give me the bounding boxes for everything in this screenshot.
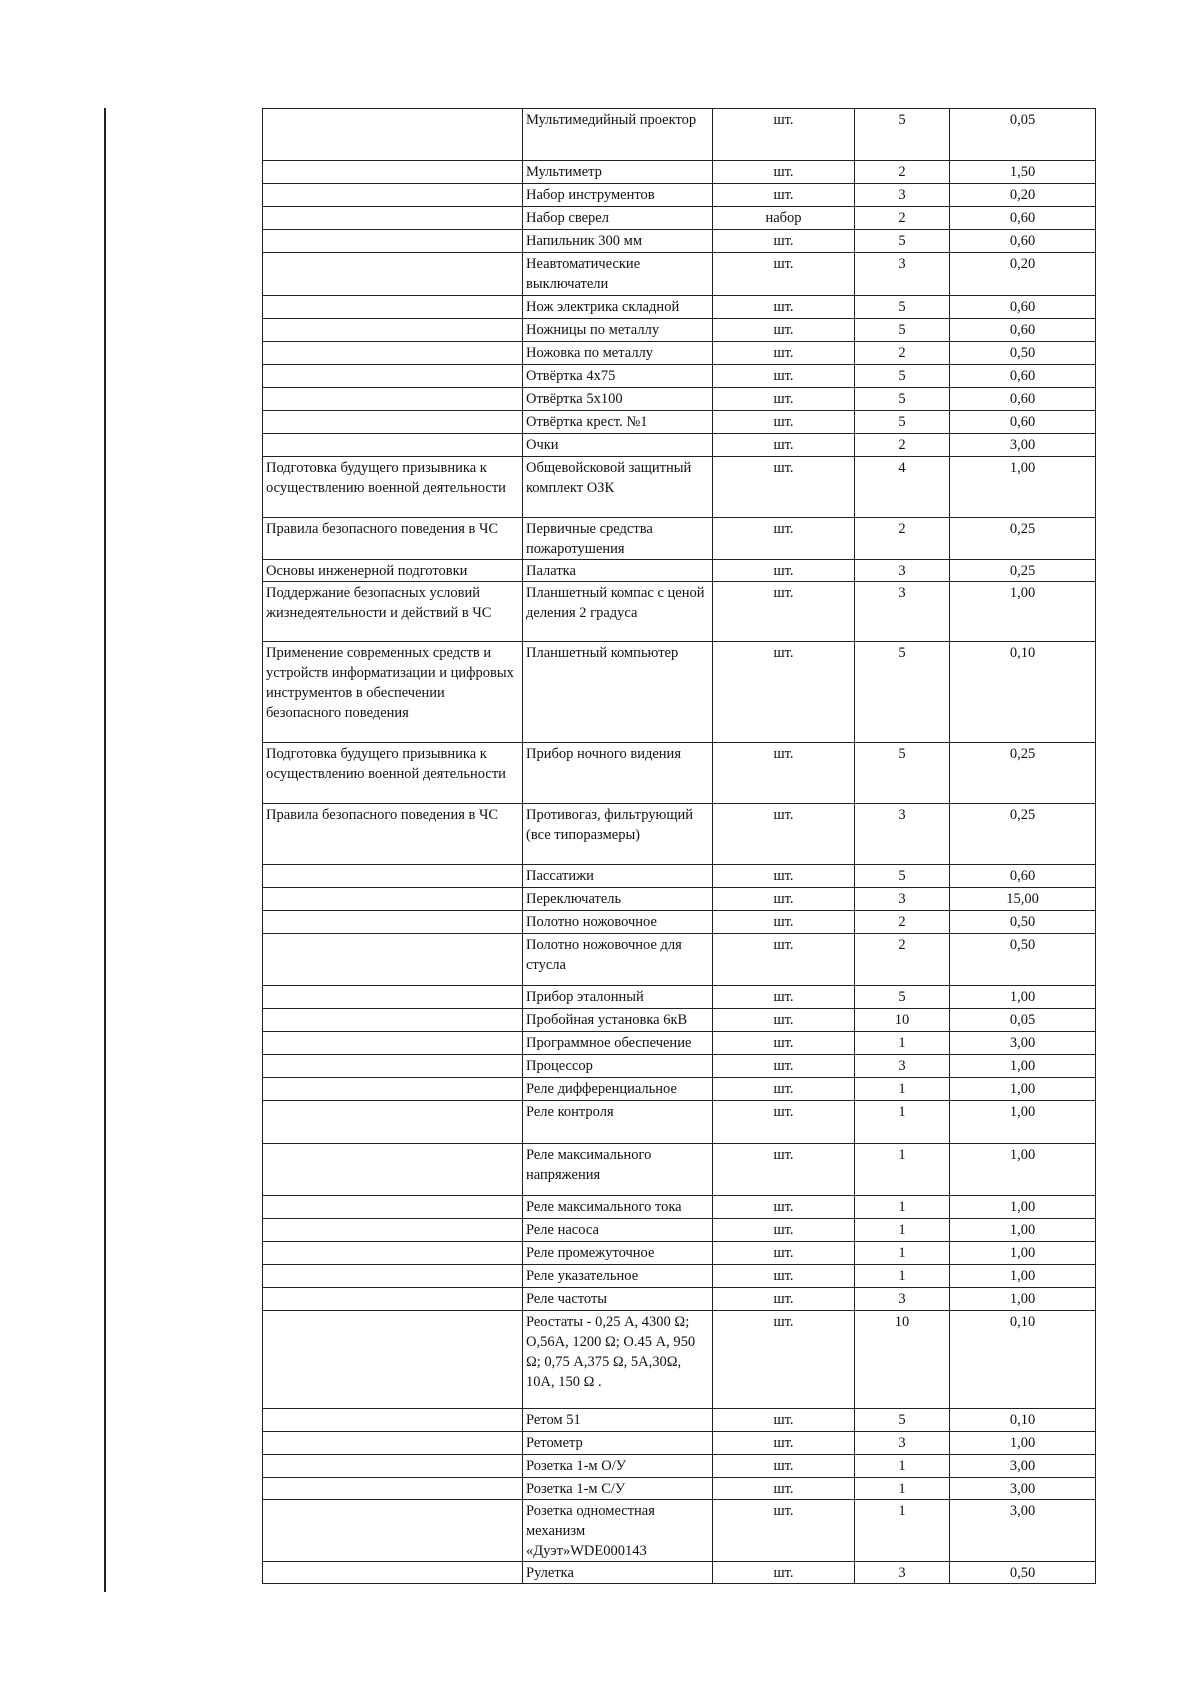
equipment-name-cell: Пассатижи <box>523 865 713 888</box>
quantity-cell: 5 <box>855 388 950 411</box>
quantity-cell: 1 <box>855 1242 950 1265</box>
norm-cell: 3,00 <box>950 1455 1096 1478</box>
unit-cell: шт. <box>713 865 855 888</box>
quantity-cell: 3 <box>855 582 950 642</box>
unit-cell: шт. <box>713 1009 855 1032</box>
quantity-cell: 2 <box>855 161 950 184</box>
section-cell: Основы инженерной подготовки <box>263 560 523 582</box>
section-cell <box>263 1311 523 1409</box>
quantity-cell: 1 <box>855 1196 950 1219</box>
equipment-name-cell: Реле указательное <box>523 1265 713 1288</box>
unit-cell: шт. <box>713 1144 855 1196</box>
equipment-name-cell: Планшетный компас с ценой деления 2 градуса <box>523 582 713 642</box>
quantity-cell: 10 <box>855 1009 950 1032</box>
table-row <box>263 1055 1096 1078</box>
equipment-name-cell: Реостаты - 0,25 А, 4300 Ω; О,56А, 1200 Ω; О.45 А, 950 Ω; 0,75 А,375 Ω, 5А,30Ω, 10А, 150 Ω . <box>523 1311 713 1409</box>
section-cell <box>263 1055 523 1078</box>
table-row <box>263 986 1096 1009</box>
equipment-name-cell: Ножовка по металлу <box>523 342 713 365</box>
norm-cell: 0,05 <box>950 109 1096 161</box>
section-cell <box>263 934 523 986</box>
unit-cell: шт. <box>713 253 855 296</box>
section-cell <box>263 184 523 207</box>
quantity-cell: 3 <box>855 1432 950 1455</box>
equipment-name-cell: Очки <box>523 434 713 457</box>
unit-cell: шт. <box>713 743 855 804</box>
section-cell <box>263 1500 523 1562</box>
unit-cell: шт. <box>713 1500 855 1562</box>
section-cell <box>263 207 523 230</box>
equipment-name-cell: Реле контроля <box>523 1101 713 1144</box>
section-cell <box>263 911 523 934</box>
equipment-name-cell: Переключатель <box>523 888 713 911</box>
unit-cell: шт. <box>713 1219 855 1242</box>
section-cell <box>263 1288 523 1311</box>
section-cell: Подготовка будущего призывника к осуществлению военной деятельности <box>263 457 523 518</box>
section-cell <box>263 1078 523 1101</box>
quantity-cell: 1 <box>855 1032 950 1055</box>
table-row <box>263 934 1096 986</box>
table-row <box>263 1455 1096 1478</box>
unit-cell: шт. <box>713 109 855 161</box>
section-cell: Правила безопасного поведения в ЧС <box>263 518 523 560</box>
unit-cell: шт. <box>713 457 855 518</box>
norm-cell: 1,00 <box>950 1196 1096 1219</box>
unit-cell: шт. <box>713 642 855 743</box>
equipment-name-cell: Прибор ночного видения <box>523 743 713 804</box>
quantity-cell: 4 <box>855 457 950 518</box>
quantity-cell: 5 <box>855 109 950 161</box>
table-row <box>263 1311 1096 1409</box>
norm-cell: 3,00 <box>950 434 1096 457</box>
equipment-name-cell: Ножницы по металлу <box>523 319 713 342</box>
quantity-cell: 3 <box>855 804 950 865</box>
table-row <box>263 1032 1096 1055</box>
quantity-cell: 2 <box>855 342 950 365</box>
table-row <box>263 230 1096 253</box>
section-cell <box>263 1432 523 1455</box>
norm-cell: 1,00 <box>950 457 1096 518</box>
unit-cell: шт. <box>713 1265 855 1288</box>
equipment-name-cell: Реле максимального напряжения <box>523 1144 713 1196</box>
unit-cell: шт. <box>713 986 855 1009</box>
norm-cell: 0,25 <box>950 560 1096 582</box>
table-row <box>263 518 1096 560</box>
table-row <box>263 1478 1096 1500</box>
quantity-cell: 5 <box>855 986 950 1009</box>
table-row <box>263 1144 1096 1196</box>
unit-cell: шт. <box>713 934 855 986</box>
norm-cell: 0,10 <box>950 1409 1096 1432</box>
unit-cell: шт. <box>713 560 855 582</box>
quantity-cell: 5 <box>855 365 950 388</box>
table-row <box>263 411 1096 434</box>
norm-cell: 0,60 <box>950 365 1096 388</box>
table-row <box>263 743 1096 804</box>
norm-cell: 1,00 <box>950 1242 1096 1265</box>
section-cell <box>263 230 523 253</box>
section-cell: Подготовка будущего призывника к осуществлению военной деятельности <box>263 743 523 804</box>
equipment-name-cell: Первичные средства пожаротушения <box>523 518 713 560</box>
section-cell: Применение современных средств и устройств информатизации и цифровых инструментов в обеспечении безопасного поведения <box>263 642 523 743</box>
quantity-cell: 1 <box>855 1455 950 1478</box>
table-row <box>263 253 1096 296</box>
norm-cell: 1,00 <box>950 1078 1096 1101</box>
unit-cell: шт. <box>713 888 855 911</box>
quantity-cell: 5 <box>855 319 950 342</box>
quantity-cell: 2 <box>855 934 950 986</box>
norm-cell: 0,60 <box>950 388 1096 411</box>
table-row <box>263 582 1096 642</box>
table-row <box>263 1009 1096 1032</box>
section-cell <box>263 1242 523 1265</box>
quantity-cell: 1 <box>855 1478 950 1500</box>
table-row <box>263 1265 1096 1288</box>
equipment-name-cell: Реле насоса <box>523 1219 713 1242</box>
norm-cell: 0,60 <box>950 296 1096 319</box>
equipment-name-cell: Процессор <box>523 1055 713 1078</box>
unit-cell: шт. <box>713 434 855 457</box>
table-row <box>263 804 1096 865</box>
unit-cell: шт. <box>713 804 855 865</box>
norm-cell: 1,50 <box>950 161 1096 184</box>
table-row <box>263 457 1096 518</box>
table-row <box>263 911 1096 934</box>
quantity-cell: 10 <box>855 1311 950 1409</box>
table-row <box>263 1219 1096 1242</box>
quantity-cell: 1 <box>855 1500 950 1562</box>
unit-cell: шт. <box>713 1055 855 1078</box>
table-row <box>263 1500 1096 1562</box>
norm-cell: 3,00 <box>950 1500 1096 1562</box>
norm-cell: 0,10 <box>950 642 1096 743</box>
quantity-cell: 3 <box>855 560 950 582</box>
equipment-name-cell: Мультимедийный проектор <box>523 109 713 161</box>
quantity-cell: 2 <box>855 911 950 934</box>
section-cell <box>263 342 523 365</box>
quantity-cell: 3 <box>855 253 950 296</box>
norm-cell: 0,60 <box>950 319 1096 342</box>
equipment-name-cell: Ретом 51 <box>523 1409 713 1432</box>
equipment-name-cell: Неавтоматические выключатели <box>523 253 713 296</box>
table-row <box>263 365 1096 388</box>
equipment-name-cell: Отвёртка крест. №1 <box>523 411 713 434</box>
table-row <box>263 296 1096 319</box>
section-cell <box>263 865 523 888</box>
table-row <box>263 1288 1096 1311</box>
quantity-cell: 3 <box>855 1055 950 1078</box>
table-row <box>263 109 1096 161</box>
quantity-cell: 5 <box>855 865 950 888</box>
section-cell <box>263 411 523 434</box>
unit-cell: шт. <box>713 1242 855 1265</box>
norm-cell: 0,50 <box>950 911 1096 934</box>
unit-cell: шт. <box>713 1196 855 1219</box>
norm-cell: 1,00 <box>950 1432 1096 1455</box>
table-row <box>263 1409 1096 1432</box>
table-row <box>263 161 1096 184</box>
unit-cell: шт. <box>713 365 855 388</box>
equipment-table <box>262 108 1096 1584</box>
table-row <box>263 342 1096 365</box>
unit-cell: шт. <box>713 1032 855 1055</box>
unit-cell: шт. <box>713 911 855 934</box>
table-row <box>263 1078 1096 1101</box>
norm-cell: 0,50 <box>950 342 1096 365</box>
norm-cell: 3,00 <box>950 1478 1096 1500</box>
quantity-cell: 1 <box>855 1144 950 1196</box>
table-row <box>263 184 1096 207</box>
table-row <box>263 1562 1096 1584</box>
unit-cell: шт. <box>713 1101 855 1144</box>
unit-cell: шт. <box>713 296 855 319</box>
section-cell <box>263 365 523 388</box>
equipment-name-cell: Планшетный компьютер <box>523 642 713 743</box>
equipment-name-cell: Отвёртка 4х75 <box>523 365 713 388</box>
table-row <box>263 642 1096 743</box>
section-cell <box>263 1101 523 1144</box>
unit-cell: шт. <box>713 184 855 207</box>
unit-cell: шт. <box>713 319 855 342</box>
quantity-cell: 2 <box>855 434 950 457</box>
norm-cell: 1,00 <box>950 986 1096 1009</box>
section-cell <box>263 888 523 911</box>
equipment-name-cell: Нож электрика складной <box>523 296 713 319</box>
norm-cell: 1,00 <box>950 1144 1096 1196</box>
equipment-name-cell: Палатка <box>523 560 713 582</box>
quantity-cell: 5 <box>855 642 950 743</box>
norm-cell: 1,00 <box>950 1219 1096 1242</box>
equipment-name-cell: Противогаз, фильтрующий (все типоразмеры) <box>523 804 713 865</box>
norm-cell: 0,50 <box>950 934 1096 986</box>
table-row <box>263 207 1096 230</box>
section-cell <box>263 296 523 319</box>
norm-cell: 0,25 <box>950 518 1096 560</box>
unit-cell: шт. <box>713 1478 855 1500</box>
section-cell <box>263 1478 523 1500</box>
equipment-name-cell: Реле частоты <box>523 1288 713 1311</box>
equipment-name-cell: Мультиметр <box>523 161 713 184</box>
table-row <box>263 888 1096 911</box>
quantity-cell: 3 <box>855 888 950 911</box>
unit-cell: шт. <box>713 411 855 434</box>
norm-cell: 0,10 <box>950 1311 1096 1409</box>
unit-cell: шт. <box>713 1562 855 1584</box>
quantity-cell: 5 <box>855 1409 950 1432</box>
quantity-cell: 5 <box>855 230 950 253</box>
equipment-name-cell: Набор сверел <box>523 207 713 230</box>
equipment-name-cell: Программное обеспечение <box>523 1032 713 1055</box>
norm-cell: 0,50 <box>950 1562 1096 1584</box>
quantity-cell: 1 <box>855 1101 950 1144</box>
unit-cell: шт. <box>713 388 855 411</box>
section-cell <box>263 1265 523 1288</box>
norm-cell: 0,20 <box>950 253 1096 296</box>
table-row <box>263 1196 1096 1219</box>
equipment-name-cell: Прибор эталонный <box>523 986 713 1009</box>
table-row <box>263 1432 1096 1455</box>
norm-cell: 0,25 <box>950 743 1096 804</box>
equipment-name-cell: Рулетка <box>523 1562 713 1584</box>
table-row <box>263 560 1096 582</box>
table-row <box>263 388 1096 411</box>
section-cell <box>263 434 523 457</box>
norm-cell: 0,20 <box>950 184 1096 207</box>
section-cell <box>263 388 523 411</box>
section-cell <box>263 109 523 161</box>
norm-cell: 15,00 <box>950 888 1096 911</box>
unit-cell: шт. <box>713 342 855 365</box>
norm-cell: 0,25 <box>950 804 1096 865</box>
equipment-name-cell: Полотно ножовочное для стусла <box>523 934 713 986</box>
quantity-cell: 3 <box>855 184 950 207</box>
equipment-name-cell: Набор инструментов <box>523 184 713 207</box>
unit-cell: шт. <box>713 1409 855 1432</box>
equipment-name-cell: Реле дифференциальное <box>523 1078 713 1101</box>
section-cell <box>263 1196 523 1219</box>
table-row <box>263 1242 1096 1265</box>
norm-cell: 1,00 <box>950 1265 1096 1288</box>
norm-cell: 0,60 <box>950 207 1096 230</box>
section-cell <box>263 319 523 342</box>
quantity-cell: 5 <box>855 743 950 804</box>
quantity-cell: 1 <box>855 1265 950 1288</box>
norm-cell: 3,00 <box>950 1032 1096 1055</box>
equipment-name-cell: Напильник 300 мм <box>523 230 713 253</box>
quantity-cell: 5 <box>855 296 950 319</box>
section-cell <box>263 1562 523 1584</box>
margin-rule <box>104 108 106 1592</box>
equipment-name-cell: Реле максимального тока <box>523 1196 713 1219</box>
equipment-name-cell: Розетка 1-м О/У <box>523 1455 713 1478</box>
table-row <box>263 1101 1096 1144</box>
unit-cell: шт. <box>713 1432 855 1455</box>
section-cell <box>263 1032 523 1055</box>
section-cell <box>263 986 523 1009</box>
norm-cell: 1,00 <box>950 1101 1096 1144</box>
quantity-cell: 1 <box>855 1219 950 1242</box>
equipment-name-cell: Розетка одноместная механизм «Дуэт»WDE000143 <box>523 1500 713 1562</box>
quantity-cell: 1 <box>855 1078 950 1101</box>
quantity-cell: 3 <box>855 1562 950 1584</box>
quantity-cell: 2 <box>855 518 950 560</box>
quantity-cell: 2 <box>855 207 950 230</box>
table-row <box>263 434 1096 457</box>
quantity-cell: 3 <box>855 1288 950 1311</box>
norm-cell: 1,00 <box>950 582 1096 642</box>
section-cell <box>263 1219 523 1242</box>
unit-cell: шт. <box>713 582 855 642</box>
equipment-name-cell: Розетка 1-м С/У <box>523 1478 713 1500</box>
equipment-name-cell: Полотно ножовочное <box>523 911 713 934</box>
unit-cell: шт. <box>713 230 855 253</box>
section-cell <box>263 253 523 296</box>
unit-cell: шт. <box>713 161 855 184</box>
unit-cell: шт. <box>713 1078 855 1101</box>
unit-cell: шт. <box>713 518 855 560</box>
equipment-table-body <box>263 109 1096 1584</box>
section-cell: Поддержание безопасных условий жизнедеятельности и действий в ЧС <box>263 582 523 642</box>
norm-cell: 0,60 <box>950 865 1096 888</box>
unit-cell: шт. <box>713 1311 855 1409</box>
section-cell <box>263 161 523 184</box>
table-row <box>263 865 1096 888</box>
section-cell <box>263 1009 523 1032</box>
equipment-name-cell: Реле промежуточное <box>523 1242 713 1265</box>
unit-cell: шт. <box>713 1455 855 1478</box>
unit-cell: набор <box>713 207 855 230</box>
section-cell <box>263 1144 523 1196</box>
unit-cell: шт. <box>713 1288 855 1311</box>
norm-cell: 0,05 <box>950 1009 1096 1032</box>
section-cell <box>263 1455 523 1478</box>
section-cell <box>263 1409 523 1432</box>
equipment-name-cell: Пробойная установка 6кВ <box>523 1009 713 1032</box>
quantity-cell: 5 <box>855 411 950 434</box>
equipment-name-cell: Отвёртка 5х100 <box>523 388 713 411</box>
table-row <box>263 319 1096 342</box>
norm-cell: 0,60 <box>950 411 1096 434</box>
equipment-name-cell: Ретометр <box>523 1432 713 1455</box>
equipment-name-cell: Общевойсковой защитный комплект ОЗК <box>523 457 713 518</box>
norm-cell: 1,00 <box>950 1055 1096 1078</box>
norm-cell: 1,00 <box>950 1288 1096 1311</box>
section-cell: Правила безопасного поведения в ЧС <box>263 804 523 865</box>
norm-cell: 0,60 <box>950 230 1096 253</box>
